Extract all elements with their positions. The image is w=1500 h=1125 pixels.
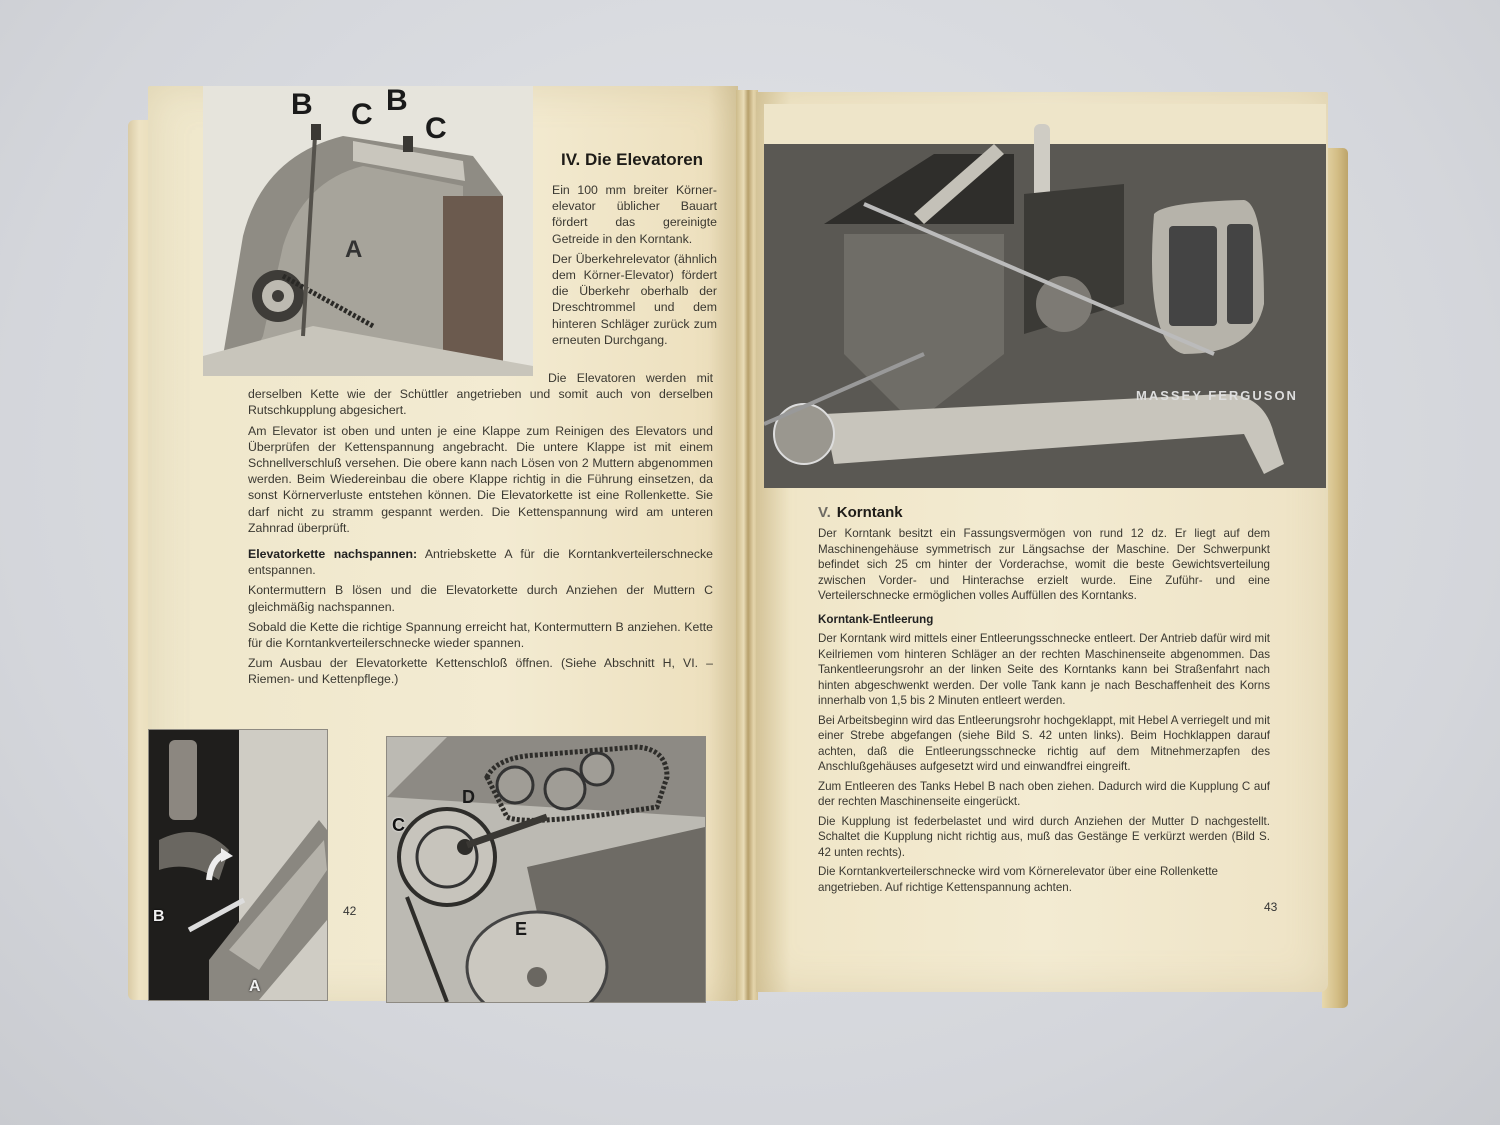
subsection bbox=[248, 546, 713, 578]
page-left bbox=[148, 86, 738, 1001]
book-spine bbox=[736, 90, 758, 1000]
label-a: A bbox=[249, 978, 261, 995]
label-e: E bbox=[515, 919, 528, 939]
paragraph: Sobald die Kette die richtige Spannung erreicht hat, Kontermuttern B anziehen. Kette für die Korntankverteilerschnecke wieder spannen. bbox=[248, 619, 713, 651]
section-heading-elevatoren: IV. Die Elevatoren bbox=[561, 150, 704, 169]
paragraph: Der Korntank wird mittels einer Entleerungsschnecke entleert. Der Antrieb dafür wird mit Keilriemen vom hinteren Schläger an der rechten Maschinenseite abgenommen. Das Tankentleerungsrohr an der linken Seite des Korntanks kann bei Straßenfahrt nach hinten abgeschwenkt werden. Der volle Tank kann je nach Beschaffenheit des Korns innerhalb von 1,5 bis 2 Minuten entleert werden. bbox=[818, 632, 1270, 707]
combine-harvester-illustration bbox=[764, 104, 1326, 488]
paragraph: Die Korntankverteilerschnecke wird vom Körnerelevator über eine Rollenkette angetrieben. Auf richtige Kettenspannung achten. bbox=[818, 865, 1218, 894]
subsection-heading: Elevatorkette nachspannen: bbox=[248, 547, 418, 562]
unloading-lever-illustration bbox=[149, 730, 327, 1000]
label-b-1: B bbox=[291, 88, 313, 121]
label-c-2: C bbox=[425, 112, 447, 145]
korntank-body bbox=[818, 526, 1270, 899]
photo-combine-grain-tank bbox=[764, 104, 1326, 488]
paragraph: Bei Arbeitsbeginn wird das Entleerungsrohr hochgeklappt, mit Hebel A verriegelt und mit einer Strebe abgefangen (siehe Bild S. 42 unten links). Beim Hochklappen darauf achten, daß die Entleerungsschnecke richtig auf dem Mitnehmerzapfen des Anschlußgehäuses aufgesetzt wird und einwandfrei eingreift. bbox=[818, 713, 1270, 773]
section-heading-korntank bbox=[818, 504, 903, 521]
label-c-1: C bbox=[351, 98, 373, 131]
paragraph: Die Kupplung ist federbelastet und wird durch Anziehen der Mutter D nachgestellt. Schaltet die Kupplung nicht richtig aus, muß das Gestänge E verkürzt werden (Bild S. 42 unten rechts). bbox=[818, 814, 1270, 859]
page-number-left: 42 bbox=[343, 904, 357, 918]
paragraph: Der Überkehrelevator (ähnlich dem Körner-Elevator) fördert die Überkehr oberhalb der Dreschtrommel und dem hinteren Schläger zurück zum erneuten Durchgang. bbox=[552, 251, 717, 347]
paragraph: Zum Entleeren des Tanks Hebel B nach oben ziehen. Dadurch wird die Kupplung C auf der rechten Maschinenseite eingerückt. bbox=[818, 779, 1270, 808]
label-b-2: B bbox=[386, 86, 408, 117]
label-b: B bbox=[153, 908, 165, 925]
elevatoren-intro-column bbox=[552, 182, 717, 352]
subsection-heading: Korntank-Entleerung bbox=[818, 612, 934, 626]
paragraph: Zum Ausbau der Elevatorkette Kettenschloß öffnen. (Siehe Abschnitt H, VI. – Riemen- und Kettenpflege.) bbox=[248, 656, 713, 687]
label-a: A bbox=[345, 236, 363, 263]
photo-unloading-lever bbox=[148, 729, 328, 1001]
elevatoren-body bbox=[248, 370, 713, 692]
section-numeral: V. bbox=[818, 504, 831, 521]
photo-elevator-head bbox=[203, 86, 533, 376]
page-right bbox=[756, 92, 1328, 992]
pulley-drive-illustration bbox=[387, 737, 705, 1002]
page-number-right: 43 bbox=[1264, 900, 1278, 914]
brand-text: MASSEY FERGUSON bbox=[1136, 388, 1298, 403]
paragraph: Der Korntank besitzt ein Fassungsvermögen von rund 12 dz. Er liegt auf dem Maschinengehäuse symmetrisch zur Längsachse der Maschine. Der Schwerpunkt befindet sich 25 cm hinter der Vorderachse, womit die beste Gewichtsverteilung zwischen Vorder- und Hinterachse erzielt wurde. Eine Zuführ- und eine Verteilerschnecke ermöglichen volles Auffüllen des Korntanks. bbox=[818, 527, 1270, 602]
label-c: C bbox=[392, 815, 405, 835]
label-d: D bbox=[462, 787, 475, 807]
subsection-lead: Antriebskette A für die Korntankverteilerschnecke entspannen. bbox=[248, 547, 713, 578]
paragraph: Ein 100 mm breiter Körner-elevator üblicher Bauart fördert das gereinigte Getreide in den Korntank. bbox=[552, 183, 717, 246]
photo-pulley-drive bbox=[386, 736, 706, 1003]
paragraph: Am Elevator ist oben und unten je eine Klappe zum Reinigen des Elevators und Überprüfen der Kettenspannung angebracht. Die untere Klappe ist mit einem Schnellverschluß versehen. Die obere kann nach Lösen von 2 Muttern abgenommen werden. Beim Wiedereinbau die obere Klappe richtig in die Führung einsetzen, da sonst Körnerverluste entstehen können. Die Elevatorkette ist eine Rollenkette. Sie darf nicht zu stramm gespannt werden. Die Kettenspannung wird am unteren Zahnrad überprüft. bbox=[248, 423, 713, 535]
paragraph: Die Elevatoren werden mit derselben Kette wie der Schüttler angetrieben und somit auch von derselben Rutschkupplung abgesichert. bbox=[248, 371, 713, 418]
paragraph: Kontermuttern B lösen und die Elevatorkette durch Anziehen der Muttern C gleichmäßig nachspannen. bbox=[248, 583, 713, 614]
section-title: Korntank bbox=[836, 504, 903, 521]
